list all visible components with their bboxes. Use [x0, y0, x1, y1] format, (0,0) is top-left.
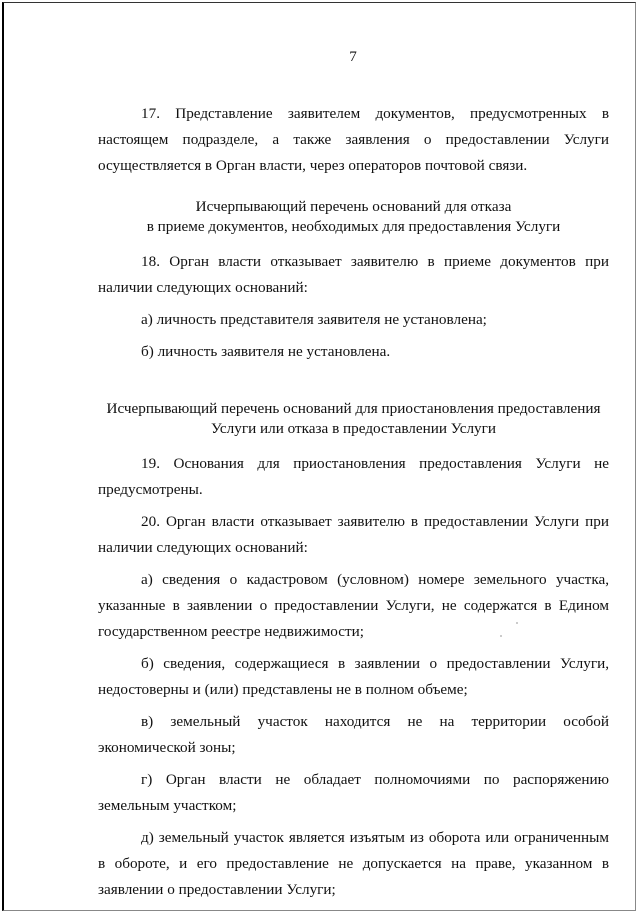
section-heading-refusal-documents-line2: в приеме документов, необходимых для предоставления Услуги — [146, 218, 561, 235]
section-heading-refusal-documents-line1: Исчерпывающий перечень оснований для отказа — [195, 198, 512, 215]
paragraph-18: 18. Орган власти отказывает заявителю в приеме документов при наличии следующих оснований: — [98, 253, 609, 296]
section-heading-refusal-service-line1: Исчерпывающий перечень оснований для приостановления предоставления — [106, 400, 601, 417]
document-page — [2, 2, 636, 911]
paragraph-18-b: б) личность заявителя не установлена. — [141, 343, 391, 360]
paragraph-17: 17. Представление заявителем документов, предусмотренных в настоящем подразделе, а также заявления о предоставлении Услуги осуществляется в Орган власти, через операторов почтовой связи. — [98, 105, 609, 174]
page-number: 7 — [349, 48, 357, 65]
paragraph-20: 20. Орган власти отказывает заявителю в предоставлении Услуги при наличии следующих оснований: — [98, 513, 609, 556]
document-body — [98, 47, 609, 909]
paragraph-20-v: в) земельный участок находится не на территории особой экономической зоны; — [98, 713, 609, 756]
paragraph-20-d: д) земельный участок является изъятым из оборота или ограниченным в обороте, и его предоставление не допускается на праве, указанном в заявлении о предоставлении Услуги; — [98, 829, 609, 898]
paragraph-18-a: а) личность представителя заявителя не установлена; — [141, 311, 487, 328]
paragraph-20-g: г) Орган власти не обладает полномочиями по распоряжению земельным участком; — [98, 771, 609, 814]
paragraph-20-b: б) сведения, содержащиеся в заявлении о предоставлении Услуги, недостоверны и (или) представлены не в полном объеме; — [98, 655, 609, 698]
paragraph-19: 19. Основания для приостановления предоставления Услуги не предусмотрены. — [98, 455, 609, 498]
section-heading-refusal-service-line2: Услуги или отказа в предоставлении Услуги — [211, 420, 496, 437]
paragraph-20-a: а) сведения о кадастровом (условном) номере земельного участка, указанные в заявлении о предоставлении Услуги, не содержатся в Едином государственном реестре недвижимости; — [98, 571, 609, 640]
